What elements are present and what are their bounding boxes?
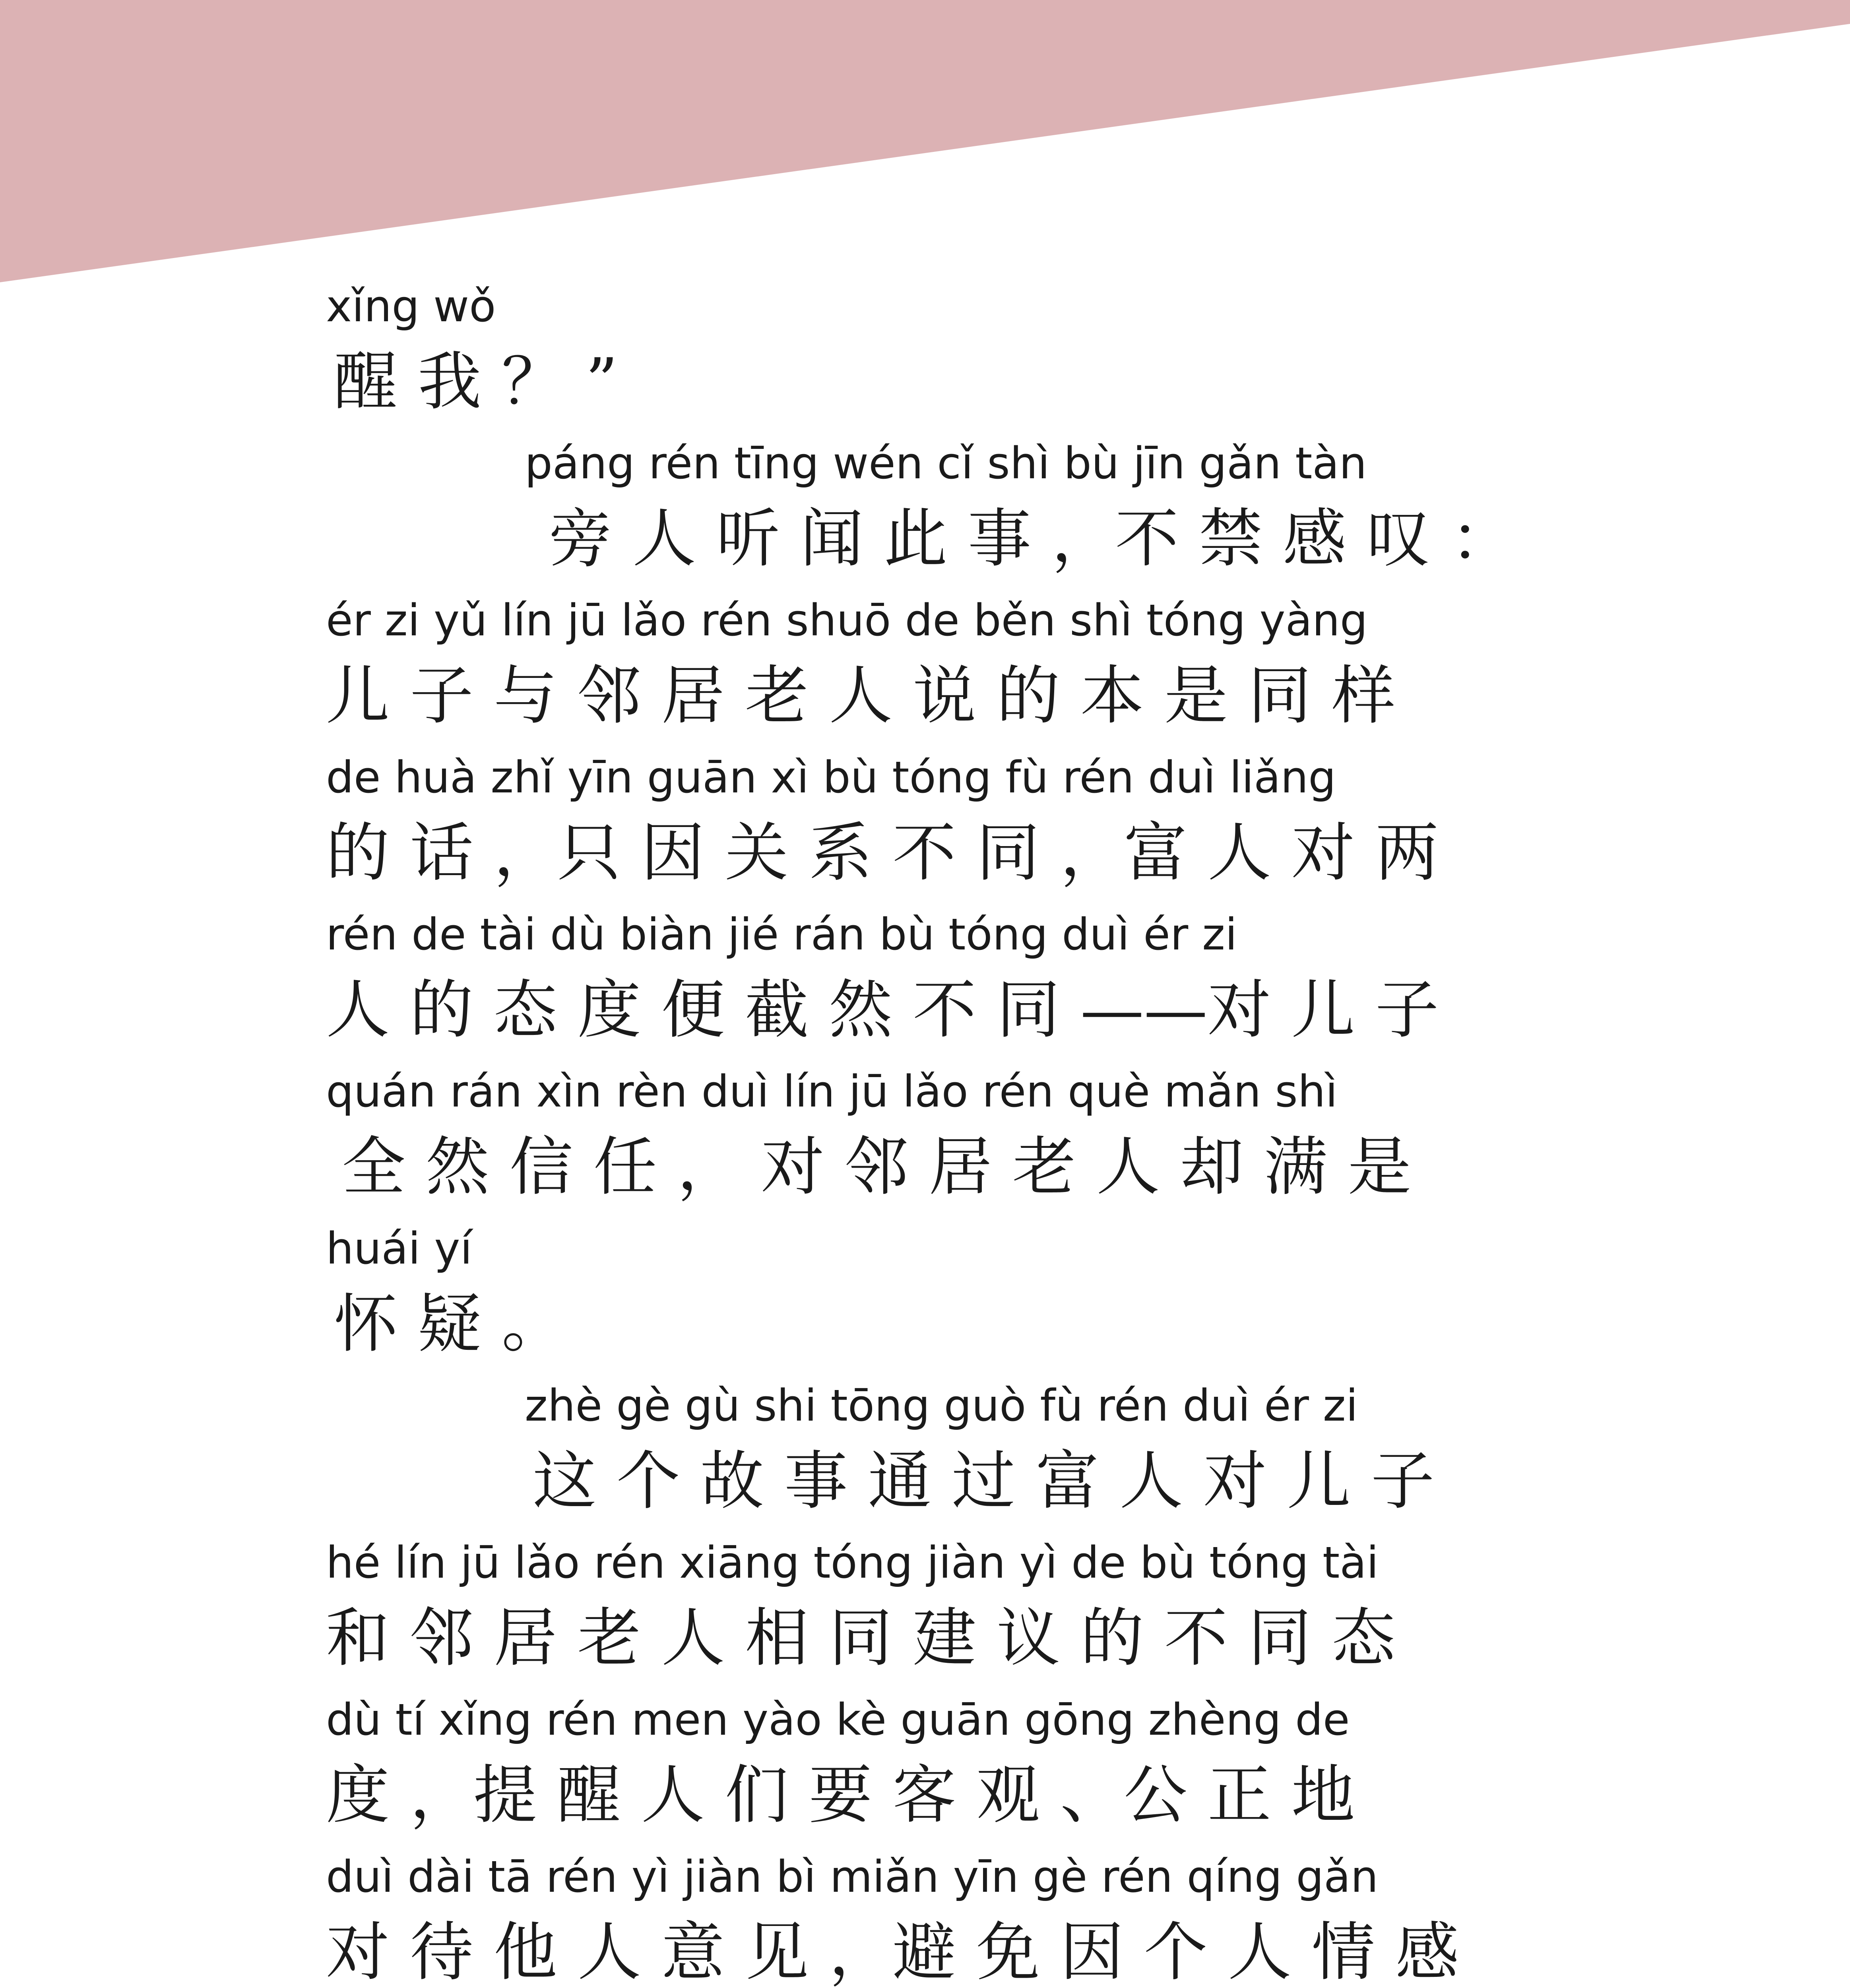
pinyin-line: zhè gè gù shi tōng guò fù rén duì ér zi: [525, 1380, 1358, 1431]
pinyin-line: duì dài tā rén yì jiàn bì miǎn yīn gè rén qíng gǎn: [326, 1851, 1379, 1902]
pinyin-line: de huà zhǐ yīn guān xì bù tóng fù rén duì liǎng: [326, 752, 1336, 803]
hanzi-line: 和 邻 居 老 人 相 同 建 议 的 不 同 态: [326, 1601, 1396, 1675]
pinyin-line: xǐng wǒ: [326, 281, 496, 332]
pinyin-line: hé lín jū lǎo rén xiāng tóng jiàn yì de bù tóng tài: [326, 1537, 1379, 1588]
pinyin-line: huái yí: [326, 1223, 473, 1274]
hanzi-line: 这 个 故 事 通 过 富 人 对 儿 子: [533, 1444, 1435, 1518]
decorative-header-band: [0, 0, 1850, 286]
pinyin-line: dù tí xǐng rén men yào kè guān gōng zhèng de: [326, 1694, 1350, 1745]
hanzi-line: 度 ，提 醒 人 们 要 客 观 、公 正 地: [326, 1758, 1355, 1832]
hanzi-line: 旁 人 听 闻 此 事 ，不 禁 感 叹 ：: [549, 501, 1514, 576]
hanzi-line: 对 待 他 人 意 见 ，避 免 因 个 人 情 感: [326, 1915, 1459, 1988]
hanzi-line: 的 话 ，只 因 关 系 不 同 ，富 人 对 两: [326, 815, 1439, 890]
hanzi-line: 醒 我 ？ ”: [334, 344, 618, 419]
pinyin-line: quán rán xìn rèn duì lín jū lǎo rén què mǎn shì: [326, 1066, 1338, 1117]
hanzi-line: 全 然 信 任 ， 对 邻 居 老 人 却 满 是: [342, 1130, 1412, 1204]
pinyin-line: ér zi yǔ lín jū lǎo rén shuō de běn shì tóng yàng: [326, 595, 1368, 646]
hanzi-line: 怀 疑 。: [334, 1287, 565, 1361]
pinyin-line: rén de tài dù biàn jié rán bù tóng duì ér zi: [326, 909, 1237, 960]
hanzi-line: 儿 子 与 邻 居 老 人 说 的 本 是 同 样: [326, 658, 1396, 733]
pinyin-line: páng rén tīng wén cǐ shì bù jīn gǎn tàn: [525, 438, 1367, 489]
header-band-shape: [0, 0, 1850, 282]
hanzi-line: 人 的 态 度 便 截 然 不 同 ——对 儿 子: [326, 973, 1439, 1047]
